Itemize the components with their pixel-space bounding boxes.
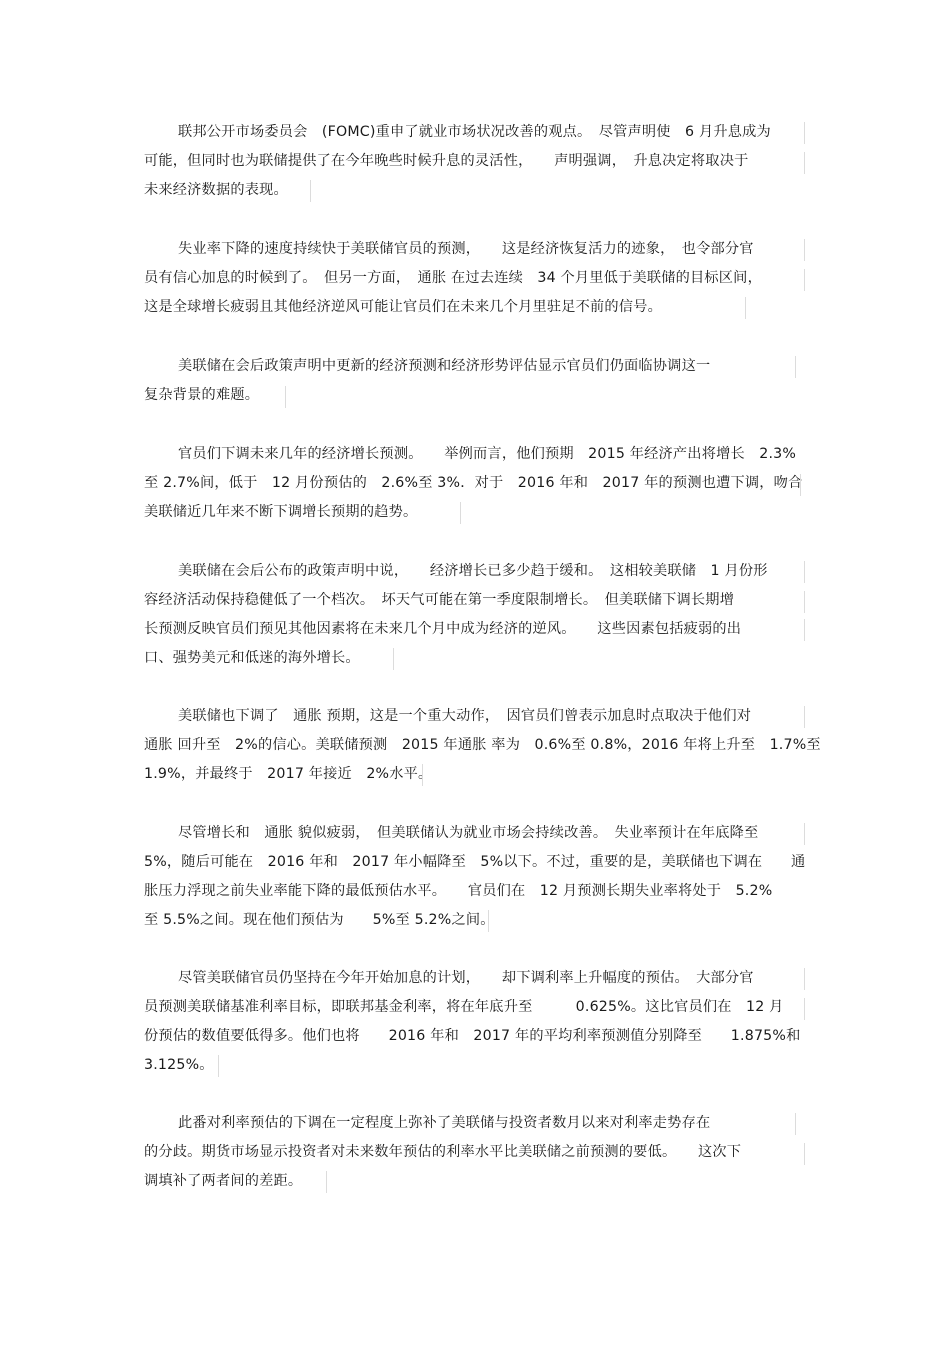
guide-mark bbox=[804, 561, 805, 583]
paragraph-line: 至 2.7%间，低于 12 月份预估的 2.6%至 3%．对于 2016 年和 2017 年的预测也遭下调，吻合 bbox=[144, 475, 803, 491]
guide-mark bbox=[422, 764, 423, 786]
guide-mark bbox=[804, 239, 805, 261]
paragraph-line: 此番对利率预估的下调在一定程度上弥补了美联储与投资者数月以来对利率走势存在 bbox=[178, 1115, 711, 1131]
paragraph-line: 口、强势美元和低迷的海外增长。 bbox=[144, 650, 360, 666]
guide-mark bbox=[804, 591, 805, 613]
paragraph-line: 尽管美联储官员仍坚持在今年开始加息的计划， 却下调利率上升幅度的预估。 大部分官 bbox=[178, 970, 754, 986]
paragraph-line: 复杂背景的难题。 bbox=[144, 387, 260, 403]
paragraph-line: 美联储在会后公布的政策声明中说， 经济增长已多少趋于缓和。 这相较美联储 1 月份形 bbox=[178, 563, 768, 579]
guide-mark bbox=[795, 1113, 796, 1135]
paragraph-line: 失业率下降的速度持续快于美联储官员的预测， 这是经济恢复活力的迹象， 也令部分官 bbox=[178, 241, 754, 257]
paragraph-line: 至 5.5%之间。现在他们预估为 5%至 5.2%之间。 bbox=[144, 912, 495, 928]
paragraph-line: 1.9%，并最终于 2017 年接近 2%水平。 bbox=[144, 766, 433, 782]
guide-mark bbox=[795, 356, 796, 378]
paragraph-line: 尽管增长和 通胀 貌似疲弱， 但美联储认为就业市场会持续改善。 失业率预计在年底降至 bbox=[178, 825, 759, 841]
guide-mark bbox=[488, 910, 489, 932]
guide-mark bbox=[326, 1171, 327, 1193]
guide-mark bbox=[745, 297, 746, 319]
paragraph-line: 美联储在会后政策声明中更新的经济预测和经济形势评估显示官员们仍面临协调这一 bbox=[178, 358, 711, 374]
paragraph-line: 可能，但同时也为联储提供了在今年晚些时候升息的灵活性， 声明强调， 升息决定将取决于 bbox=[144, 153, 749, 169]
paragraph-line: 3.125%。 bbox=[144, 1057, 214, 1073]
paragraph-line: 的分歧。期货市场显示投资者对未来数年预估的利率水平比美联储之前预测的要低。 这次下 bbox=[144, 1144, 742, 1160]
paragraph-line: 5%，随后可能在 2016 年和 2017 年小幅降至 5%以下。不过，重要的是，美联储也下调在 通 bbox=[144, 854, 806, 870]
paragraph-line: 通胀 回升至 2%的信心。美联储预测 2015 年通胀 率为 0.6%至 0.8%，2016 年将上升至 1.7%至 bbox=[144, 737, 821, 753]
guide-mark bbox=[804, 269, 805, 291]
guide-mark bbox=[804, 706, 805, 728]
paragraph-line: 胀压力浮现之前失业率能下降的最低预估水平。 官员们在 12 月预测长期失业率将处于 5.2% bbox=[144, 883, 773, 899]
guide-mark bbox=[804, 152, 805, 174]
guide-mark bbox=[285, 386, 286, 408]
guide-mark bbox=[804, 998, 805, 1020]
paragraph-line: 这是全球增长疲弱且其他经济逆风可能让官员们在未来几个月里驻足不前的信号。 bbox=[144, 299, 662, 315]
paragraph-line: 调填补了两者间的差距。 bbox=[144, 1173, 303, 1189]
guide-mark bbox=[804, 619, 805, 641]
paragraph-line: 员有信心加息的时候到了。 但另一方面， 通胀 在过去连续 34 个月里低于美联储的目标区间， bbox=[144, 270, 762, 286]
paragraph-line: 员预测美联储基准利率目标，即联邦基金利率，将在年底升至 0.625%。这比官员们在 12 月 bbox=[144, 999, 784, 1015]
paragraph-line: 份预估的数值要低得多。他们也将 2016 年和 2017 年的平均利率预测值分别降至 1.875%和 bbox=[144, 1028, 801, 1044]
guide-mark bbox=[393, 648, 394, 670]
guide-mark bbox=[310, 180, 311, 202]
paragraph-line: 官员们下调未来几年的经济增长预测。 举例而言，他们预期 2015 年经济产出将增长 2.3% bbox=[178, 446, 797, 462]
guide-mark bbox=[804, 1143, 805, 1165]
paragraph-line: 美联储近几年来不断下调增长预期的趋势。 bbox=[144, 504, 418, 520]
paragraph-line: 长预测反映官员们预见其他因素将在未来几个月中成为经济的逆风。 这些因素包括疲弱的出 bbox=[144, 621, 742, 637]
guide-mark bbox=[800, 474, 801, 496]
guide-mark bbox=[218, 1055, 219, 1077]
guide-mark bbox=[804, 823, 805, 845]
paragraph-line: 未来经济数据的表现。 bbox=[144, 182, 288, 198]
paragraph-line: 联邦公开市场委员会 (FOMC)重申了就业市场状况改善的观点。 尽管声明使 6 月升息成为 bbox=[178, 124, 771, 140]
guide-mark bbox=[804, 122, 805, 144]
paragraph-line: 容经济活动保持稳健低了一个档次。 坏天气可能在第一季度限制增长。 但美联储下调长期增 bbox=[144, 592, 735, 608]
paragraph-line: 美联储也下调了 通胀 预期，这是一个重大动作， 因官员们曾表示加息时点取决于他们对 bbox=[178, 708, 752, 724]
guide-mark bbox=[460, 502, 461, 524]
guide-mark bbox=[804, 968, 805, 990]
